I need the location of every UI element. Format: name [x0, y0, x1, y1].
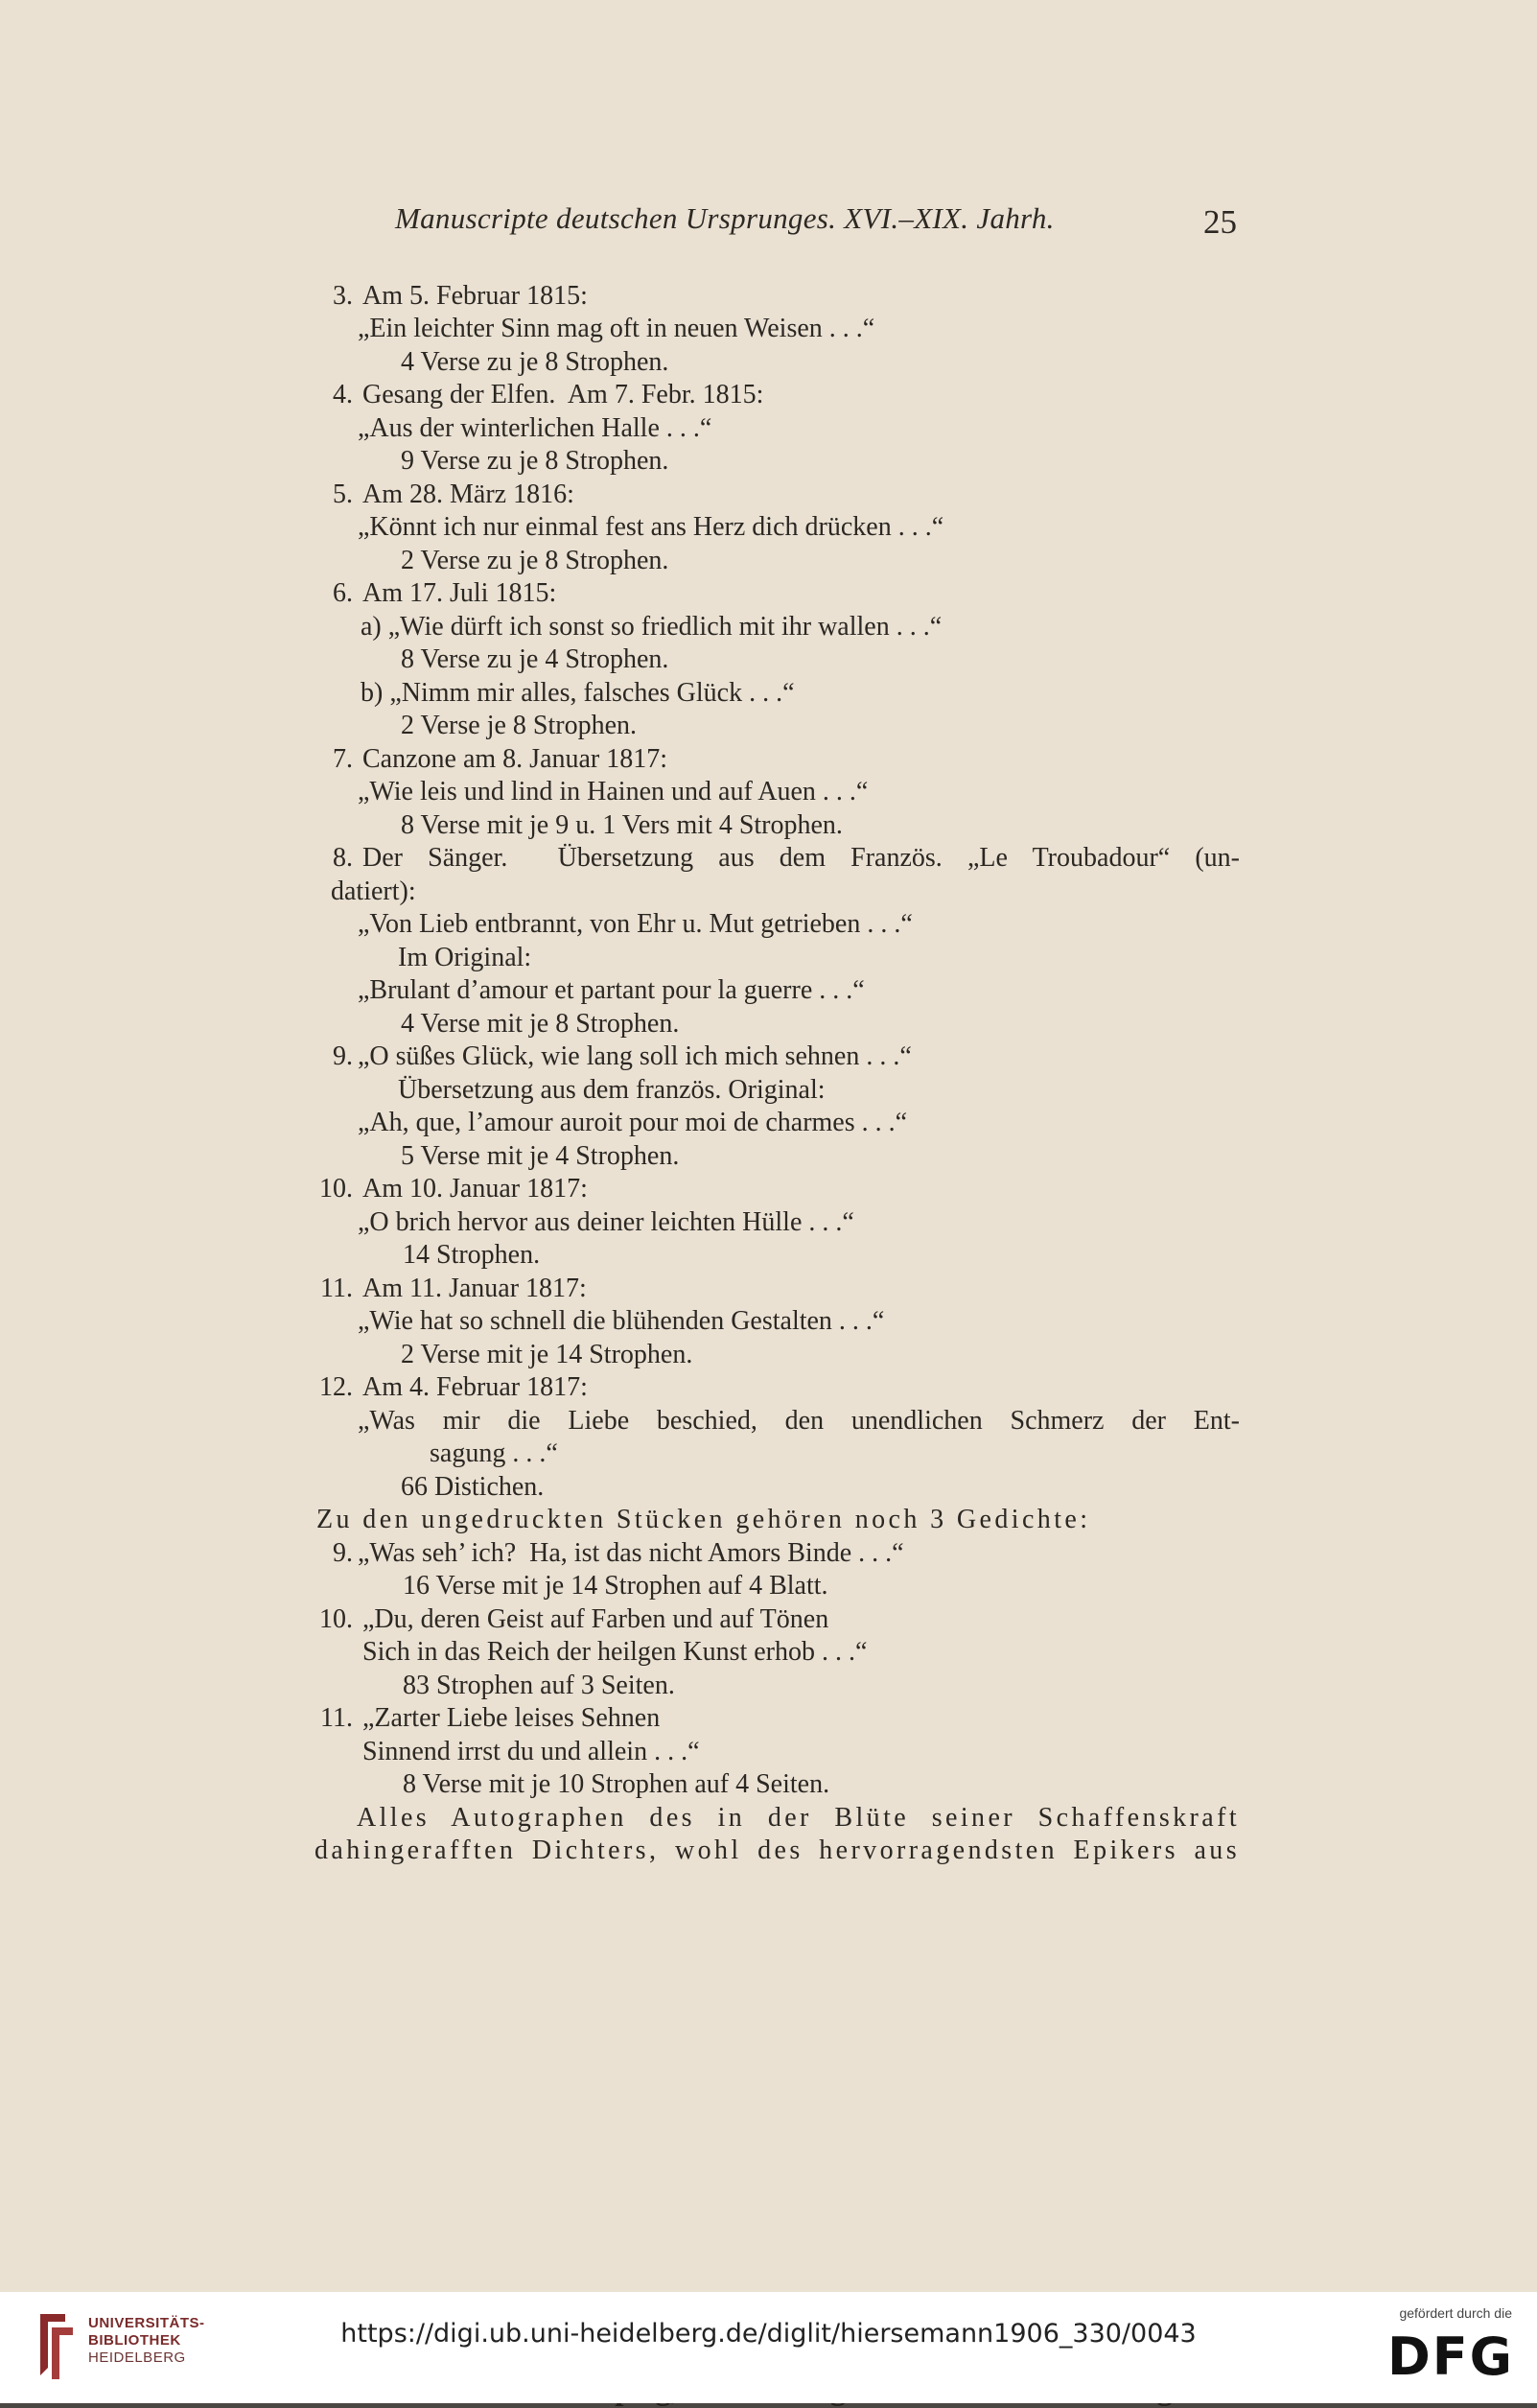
line-text: 2 Verse zu je 8 Strophen.	[401, 546, 669, 575]
line-text: dahingerafften Dichters, wohl des hervorragendsten Epikers aus	[314, 1835, 1240, 1865]
page-number: 25	[1203, 203, 1237, 241]
entry-number: 9.	[333, 1538, 353, 1568]
line-text: Canzone am 8. Januar 1817:	[362, 744, 668, 774]
line-text: „Brulant d’amour et partant pour la guerre . . .“	[358, 975, 865, 1005]
line-text: Zu den ungedruckten Stücken gehören noch 3 Gedichte:	[316, 1505, 1091, 1534]
line-text: Am 10. Januar 1817:	[362, 1174, 588, 1204]
line-text: a) „Wie dürft ich sonst so friedlich mit ihr wallen . . .“	[361, 612, 943, 642]
line-text: „Was seh’ ich? Ha, ist das nicht Amors Binde . . .“	[358, 1538, 904, 1568]
line-text: 4 Verse mit je 8 Strophen.	[401, 1009, 680, 1039]
running-header	[316, 194, 1237, 251]
entry-number: 7.	[333, 744, 353, 774]
line-text: „Aus der winterlichen Halle . . .“	[358, 413, 712, 443]
line-text: 4 Verse zu je 8 Strophen.	[401, 347, 669, 377]
entry-number: 4.	[333, 380, 353, 409]
entry-number: 12.	[319, 1372, 353, 1402]
entry-number: 10.	[319, 1604, 353, 1634]
library-name-line1: UNIVERSITÄTS-	[88, 2315, 205, 2331]
line-text: datiert):	[331, 877, 416, 906]
entry-number: 10.	[319, 1174, 353, 1204]
line-text: Am 4. Februar 1817:	[362, 1372, 588, 1402]
line-text: „Wie hat so schnell die blühenden Gestalten . . .“	[358, 1306, 885, 1336]
line-text: Im Original:	[398, 943, 532, 972]
line-text: Am 11. Januar 1817:	[362, 1274, 587, 1303]
line-text: 83 Strophen auf 3 Seiten.	[403, 1671, 675, 1700]
line-text: „Ein leichter Sinn mag oft in neuen Weisen . . .“	[358, 314, 875, 343]
header-title: Manuscripte deutschen Ursprunges. XVI.–XIX. Jahrh.	[395, 201, 1055, 235]
entry-number: 5.	[333, 479, 353, 509]
line-text: Sinnend irrst du und allein . . .“	[362, 1737, 700, 1766]
line-text: 8 Verse mit je 9 u. 1 Vers mit 4 Strophen.	[401, 810, 843, 840]
line-text: „Wie leis und lind in Hainen und auf Auen . . .“	[358, 777, 869, 807]
line-text: 14 Strophen.	[403, 1240, 541, 1270]
entry-number: 11.	[320, 1274, 353, 1303]
line-text: b) „Nimm mir alles, falsches Glück . . .“	[361, 678, 795, 708]
entry-number: 11.	[320, 1703, 353, 1733]
line-text: „Du, deren Geist auf Farben und auf Tönen	[362, 1604, 829, 1634]
line-text: 2 Verse je 8 Strophen.	[401, 711, 637, 740]
funded-by-caption: gefördert durch die	[1399, 2305, 1512, 2321]
entry-number: 9.	[333, 1041, 353, 1071]
line-text: 16 Verse mit je 14 Strophen auf 4 Blatt.	[403, 1571, 828, 1601]
line-text: 5 Verse mit je 4 Strophen.	[401, 1141, 680, 1171]
line-text: 8 Verse mit je 10 Strophen auf 4 Seiten.	[403, 1769, 830, 1799]
line-text: „Ah, que, l’amour auroit pour moi de charmes . . .“	[358, 1108, 908, 1137]
line-text: Sich in das Reich der heilgen Kunst erhob . . .“	[362, 1637, 868, 1667]
entry-number: 6.	[333, 578, 353, 608]
line-text: „Von Lieb entbrannt, von Ehr u. Mut getrieben . . .“	[358, 909, 913, 939]
line-text: „Könnt ich nur einmal fest ans Herz dich drücken . . .“	[358, 512, 944, 542]
line-text: Am 28. März 1816:	[362, 479, 574, 509]
line-text: Alles Autographen des in der Blüte seiner Schaffenskraft	[357, 1803, 1240, 1833]
line-text: 2 Verse mit je 14 Strophen.	[401, 1340, 693, 1369]
permalink-url[interactable]: https://digi.ub.uni-heidelberg.de/diglit/hiersemann1906_330/0043	[340, 2319, 1197, 2349]
line-text: Am 5. Februar 1815:	[362, 281, 588, 311]
line-text: Übersetzung aus dem französ. Original:	[398, 1075, 826, 1105]
line-text: „O süßes Glück, wie lang soll ich mich sehnen . . .“	[358, 1041, 912, 1071]
line-text: Gesang der Elfen. Am 7. Febr. 1815:	[362, 380, 764, 409]
line-text: 66 Distichen.	[401, 1472, 545, 1502]
line-text: Am 17. Juli 1815:	[362, 578, 557, 608]
line-text: sagung . . .“	[430, 1438, 558, 1468]
line-text: 8 Verse zu je 4 Strophen.	[401, 644, 669, 674]
line-text: Der Sänger. Übersetzung aus dem Französ. „Le Troubadour“ (un-	[362, 843, 1240, 873]
library-name-line3: HEIDELBERG	[88, 2350, 186, 2366]
entry-number: 8.	[333, 843, 353, 873]
dfg-logo-icon[interactable]: DFG	[1386, 2326, 1514, 2387]
library-name-line2: BIBLIOTHEK	[88, 2332, 181, 2349]
line-text: „Zarter Liebe leises Sehnen	[362, 1703, 661, 1733]
entry-number: 3.	[333, 281, 353, 311]
line-text: „O brich hervor aus deiner leichten Hülle . . .“	[358, 1207, 854, 1237]
line-text: 9 Verse zu je 8 Strophen.	[401, 446, 669, 476]
line-text: „Was mir die Liebe beschied, den unendlichen Schmerz der Ent-	[358, 1406, 1240, 1436]
